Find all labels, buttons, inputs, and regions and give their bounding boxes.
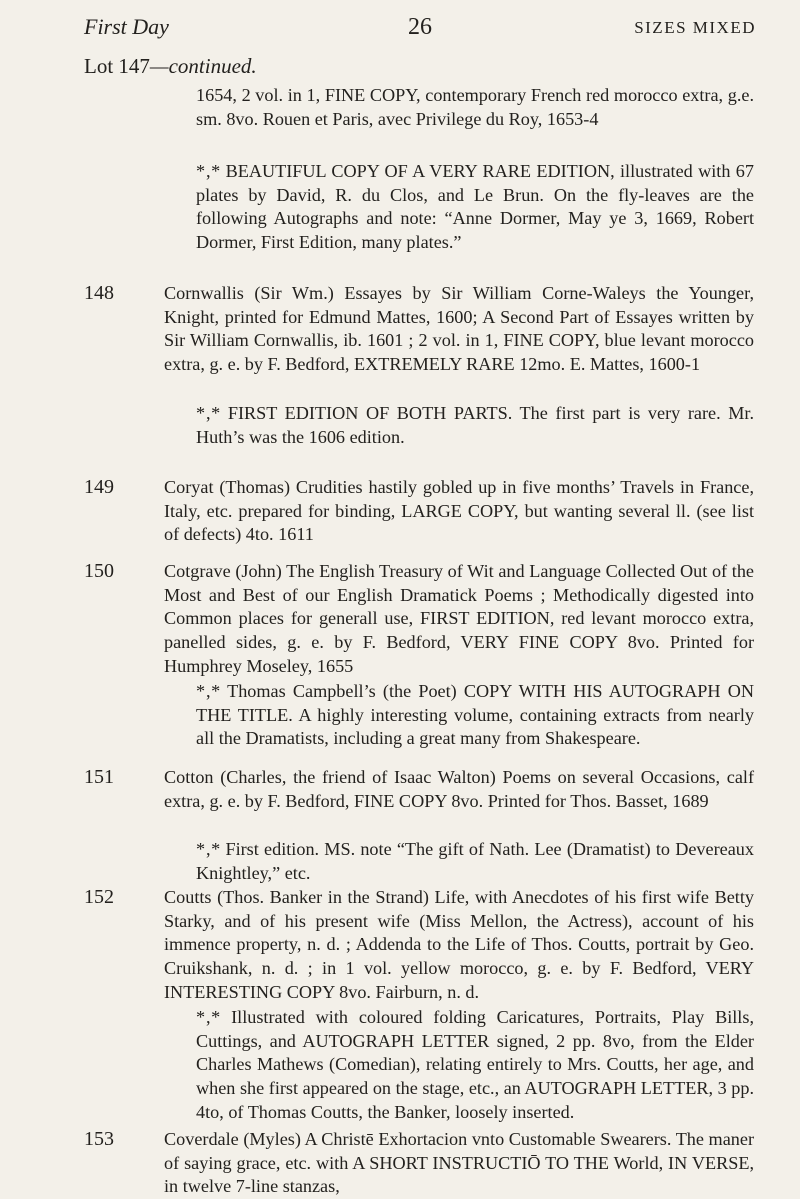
lot-number: 149 [84,476,114,498]
lot-153-description: Coverdale (Myles) A Christē Exhortacion vnto Customable Swearers. The maner of saying grace, etc. with A SHORT INSTRUCTIŌ TO THE World, IN VERSE, in twelve 7-line stanzas, [164,1129,754,1197]
lot-number: 150 [84,560,114,582]
lot-number: 153 [84,1128,114,1150]
lot-number: 151 [84,766,114,788]
lot-148-note: *‚* FIRST EDITION OF BOTH PARTS. The first part is very rare. Mr. Huth’s was the 1606 edition. [196,403,754,447]
lot-number: 148 [84,282,114,304]
lot-number: 152 [84,886,114,908]
page-number: 26 [408,14,432,40]
lot-147-description: 1654, 2 vol. in 1, FINE COPY, contemporary French red morocco extra, g.e. sm. 8vo. Rouen et Paris, avec Privilege du Roy, 1653-4 [196,85,754,129]
lot-152-note: *‚* Illustrated with coloured folding Caricatures, Portraits, Play Bills, Cuttings, and AUTOGRAPH LETTER signed, 2 pp. 8vo, from the Elder Charles Mathews (Comedian), relating entirely to Mrs. Coutts, her age, and when she first appeared on the stage, etc., an AUTOGRAPH LETTER, 3 pp. 4to, of Thomas Coutts, the Banker, loosely inserted. [196,1007,754,1122]
day-heading: First Day [84,14,169,39]
lot-label: Lot 147 [84,54,150,78]
running-head [84,14,756,44]
lot-151-description: Cotton (Charles, the friend of Isaac Walton) Poems on several Occasions, calf extra, g. e. by F. Bedford, FINE COPY 8vo. Printed for Thos. Basset, 1689 [164,767,754,811]
lot-continued-heading [84,54,257,79]
lot-150-note: *‚* Thomas Campbell’s (the Poet) COPY WITH HIS AUTOGRAPH ON THE TITLE. A highly interesting volume, containing extracts from nearly all the Dramatists, including a great many from Shakespeare. [196,681,754,749]
section-heading: SIZES MIXED [634,18,756,37]
continued-label: —continued. [149,54,257,78]
lot-150-description: Cotgrave (John) The English Treasury of Wit and Language Collected Out of the Most and Best of our English Dramatick Poems ; Methodically digested into Common places for generall use, FIRST EDITION, red levant morocco extra, panelled sides, g. e. by F. Bedford, VERY FINE COPY 8vo. Printed for Humphrey Moseley, 1655 [164,561,754,676]
lot-151-note: *‚* First edition. MS. note “The gift of Nath. Lee (Dramatist) to Devereaux Knightley,” etc. [196,839,754,883]
lot-149-description: Coryat (Thomas) Crudities hastily gobled up in five months’ Travels in France, Italy, etc. prepared for binding, LARGE COPY, but wanting several ll. (see list of defects) 4to. 1611 [164,477,754,545]
lot-147-note: *‚* BEAUTIFUL COPY OF A VERY RARE EDITION, illustrated with 67 plates by David, R. du Clos, and Le Brun. On the fly-leaves are the following Autographs and note: “Anne Dormer, May ye 3, 1669, Robert Dormer, First Edition, many plates.” [196,161,754,253]
lot-152-description: Coutts (Thos. Banker in the Strand) Life, with Anecdotes of his first wife Betty Starky, and of his present wife (Miss Mellon, the Actress), account of his immence property, n. d. ; Addenda to the Life of Thos. Coutts, portrait by Geo. Cruikshank, n. d. ; in 1 vol. yellow morocco, g. e. by F. Bedford, VERY INTERESTING COPY 8vo. Fairburn, n. d. [164,887,754,1002]
lot-148-description: Cornwallis (Sir Wm.) Essayes by Sir William Corne-Waleys the Younger, Knight, printed for Edmund Mattes, 1600; A Second Part of Essayes written by Sir William Cornwallis, ib. 1601 ; 2 vol. in 1, FINE COPY, blue levant morocco extra, g. e. by F. Bedford, EXTREMELY RARE 12mo. E. Mattes, 1600-1 [164,283,754,375]
